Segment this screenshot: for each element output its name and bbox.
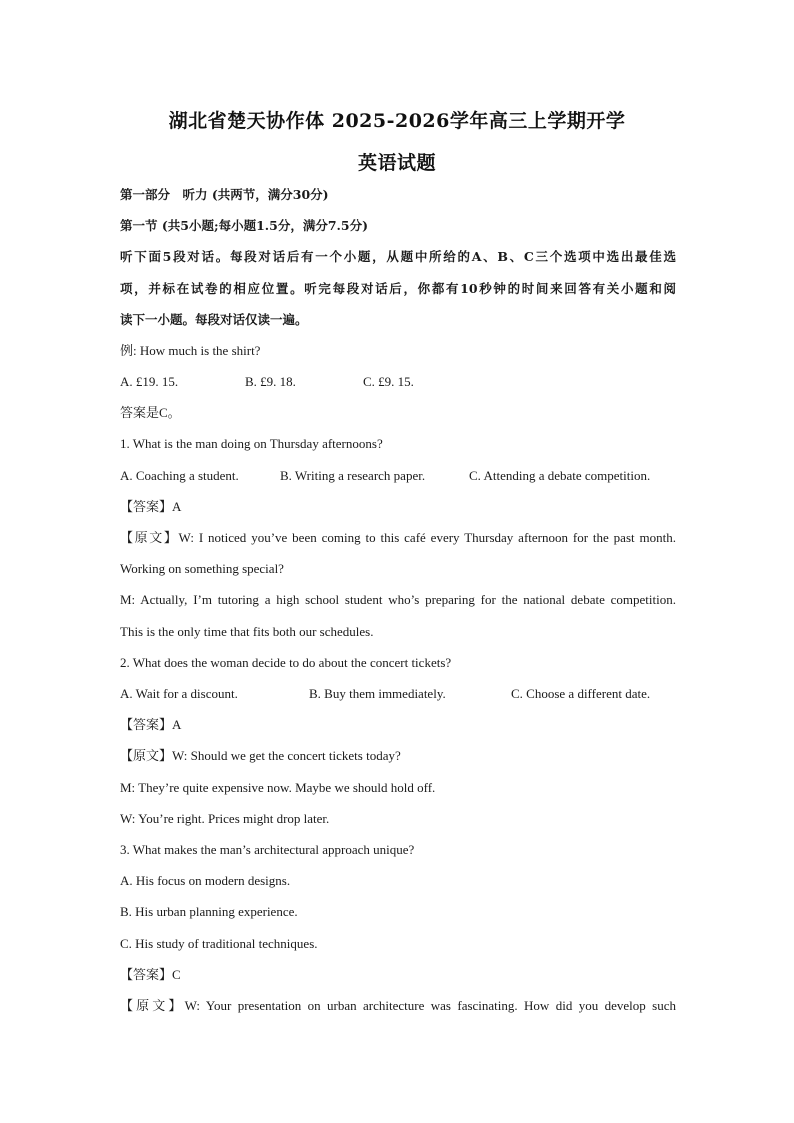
answer-3: 【答案】C [120,967,181,982]
answer-1: 【答案】A [120,499,182,514]
option-c: C. £9. 15. [363,374,414,389]
instruction-line: 听下面5段对话。每段对话后有一个小题，从题中所给的A、B、C三个选项中选出最佳选 [120,249,676,264]
question-3: 3. What makes the man’s architectural approach unique? [120,842,415,857]
transcript-line: W: You’re right. Prices might drop later. [120,811,330,826]
option-a: A. Coaching a student. [120,468,239,483]
transcript-line: M: They’re quite expensive now. Maybe we should hold off. [120,780,436,795]
question-1: 1. What is the man doing on Thursday afternoons? [120,436,383,451]
option-b: B. His urban planning experience. [120,904,298,919]
option-a: A. His focus on modern designs. [120,873,291,888]
section-heading: 第一节 (共5小题;每小题1.5分，满分7.5分) [120,218,368,233]
exam-title: 湖北省楚天协作体 2025-2026学年高三上学期开学 [168,110,626,132]
transcript-line: 【原文】W: Your presentation on urban architecture was fascinating. How did you develop such [120,998,676,1013]
question-2: 2. What does the woman decide to do about the concert tickets? [120,655,452,670]
option-b: B. Writing a research paper. [280,468,426,483]
transcript-line: This is the only time that fits both our schedules. [120,624,374,639]
transcript-line: 【原文】W: Should we get the concert tickets today? [120,748,401,763]
option-c: C. His study of traditional techniques. [120,936,318,951]
example-question: 例: How much is the shirt? [120,343,261,358]
option-a: A. Wait for a discount. [120,686,238,701]
transcript-line: 【原文】W: I noticed you’ve been coming to this café every Thursday afternoon for the past month. [120,530,676,545]
exam-subject-title: 英语试题 [357,152,436,174]
option-c: C. Choose a different date. [511,686,651,701]
option-b: B. Buy them immediately. [309,686,446,701]
answer-2: 【答案】A [120,717,182,732]
transcript-line: M: Actually, I’m tutoring a high school student who’s preparing for the national debate competition. [120,592,676,607]
instruction-line: 读下一小题。每段对话仅读一遍。 [120,312,308,327]
option-a: A. £19. 15. [120,374,179,389]
option-c: C. Attending a debate competition. [469,468,651,483]
transcript-line: Working on something special? [120,561,284,576]
example-answer: 答案是C。 [120,405,181,420]
instruction-line: 项，并标在试卷的相应位置。听完每段对话后，你都有10秒钟的时间来回答有关小题和阅 [120,281,676,296]
part-heading: 第一部分 听力 (共两节，满分30分) [120,187,329,202]
option-b: B. £9. 18. [245,374,296,389]
